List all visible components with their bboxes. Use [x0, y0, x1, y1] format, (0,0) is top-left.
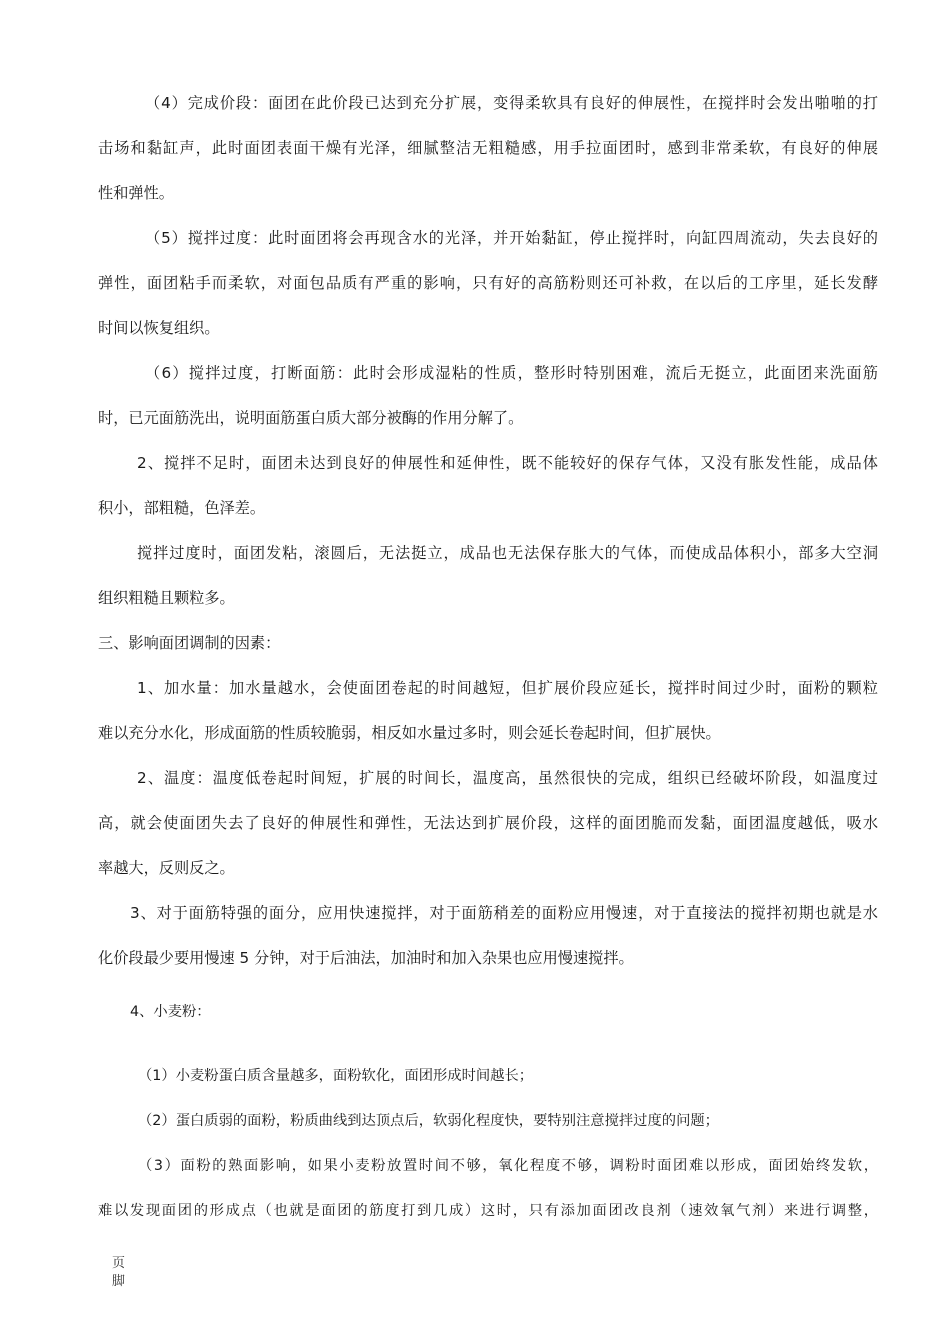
list-item: （3）面粉的熟面影响，如果小麦粉放置时间不够，氧化程度不够，调粉时面团难以形成，面团始终发软，: [138, 1158, 878, 1174]
paragraph-line: 率越大，反则反之。: [98, 859, 235, 877]
paragraph-line: 时，已元面筋洗出，说明面筋蛋白质大部分被酶的作用分解了。: [98, 409, 524, 427]
paragraph-line: 3、对于面筋特强的面分，应用快速搅拌，对于面筋稍差的面粉应用慢速，对于直接法的搅拌初期也就是水: [130, 904, 878, 922]
paragraph-line: 化价段最少要用慢速 5 分钟，对于后油法，加油时和加入杂果也应用慢速搅拌。: [98, 949, 634, 967]
paragraph-line: 2、搅拌不足时，面团未达到良好的伸展性和延伸性，既不能较好的保存气体，又没有胀发性能，成品体: [137, 454, 878, 472]
paragraph-line: 击场和黏缸声，此时面团表面干燥有光泽，细腻整洁无粗糙感，用手拉面团时，感到非常柔软，有良好的伸展: [98, 139, 878, 157]
paragraph-line: 2、温度：温度低卷起时间短，扩展的时间长，温度高，虽然很快的完成，组织已经破坏阶段，如温度过: [137, 769, 878, 787]
paragraph-line: 积小，部粗糙，色泽差。: [98, 499, 266, 517]
paragraph-line: 时间以恢复组织。: [98, 319, 220, 337]
paragraph-line: 搅拌过度时，面团发粘，滚圆后，无法挺立，成品也无法保存胀大的气体，而使成品体积小，部多大空洞: [137, 544, 878, 562]
paragraph-line: 高，就会使面团失去了良好的伸展性和弹性，无法达到扩展价段，这样的面团脆而发黏，面团温度越低，吸水: [98, 814, 878, 832]
list-item: （1）小麦粉蛋白质含量越多，面粉软化，面团形成时间越长；: [138, 1068, 534, 1084]
paragraph-line: 性和弹性。: [98, 184, 174, 202]
paragraph-line: （4）完成价段：面团在此价段已达到充分扩展，变得柔软具有良好的伸展性，在搅拌时会发出啪啪的打: [145, 94, 878, 112]
list-item: （2）蛋白质弱的面粉，粉质曲线到达顶点后，软弱化程度快，要特别注意搅拌过度的问题；: [138, 1113, 719, 1129]
section-heading: 三、影响面团调制的因素：: [98, 634, 281, 652]
paragraph-line: （6）搅拌过度，打断面筋：此时会形成湿粘的性质，整形时特别困难，流后无挺立，此面团来洗面筋: [145, 364, 878, 382]
footer-char: 页: [112, 1256, 126, 1271]
paragraph-line: （5）搅拌过度：此时面团将会再现含水的光泽，并开始黏缸，停止搅拌时，向缸四周流动，失去良好的: [145, 229, 878, 247]
paragraph-line: 弹性，面团粘手而柔软，对面包品质有严重的影响，只有好的高筋粉则还可补救，在以后的工序里，延长发酵: [98, 274, 878, 292]
paragraph-line: 组织粗糙且颗粒多。: [98, 589, 235, 607]
paragraph-line: 难以充分水化，形成面筋的性质较脆弱，相反如水量过多时，则会延长卷起时间，但扩展快。: [98, 724, 721, 742]
paragraph-line: 难以发现面团的形成点（也就是面团的筋度打到几成）这时，只有添加面团改良剂（速效氧气剂）来进行调整，: [98, 1203, 878, 1219]
page-footer: [112, 1255, 128, 1291]
list-heading: 4、小麦粉：: [130, 1004, 211, 1020]
paragraph-line: 1、加水量：加水量越水，会使面团卷起的时间越短，但扩展价段应延长，搅拌时间过少时，面粉的颗粒: [137, 679, 878, 697]
footer-char: 脚: [112, 1274, 126, 1289]
